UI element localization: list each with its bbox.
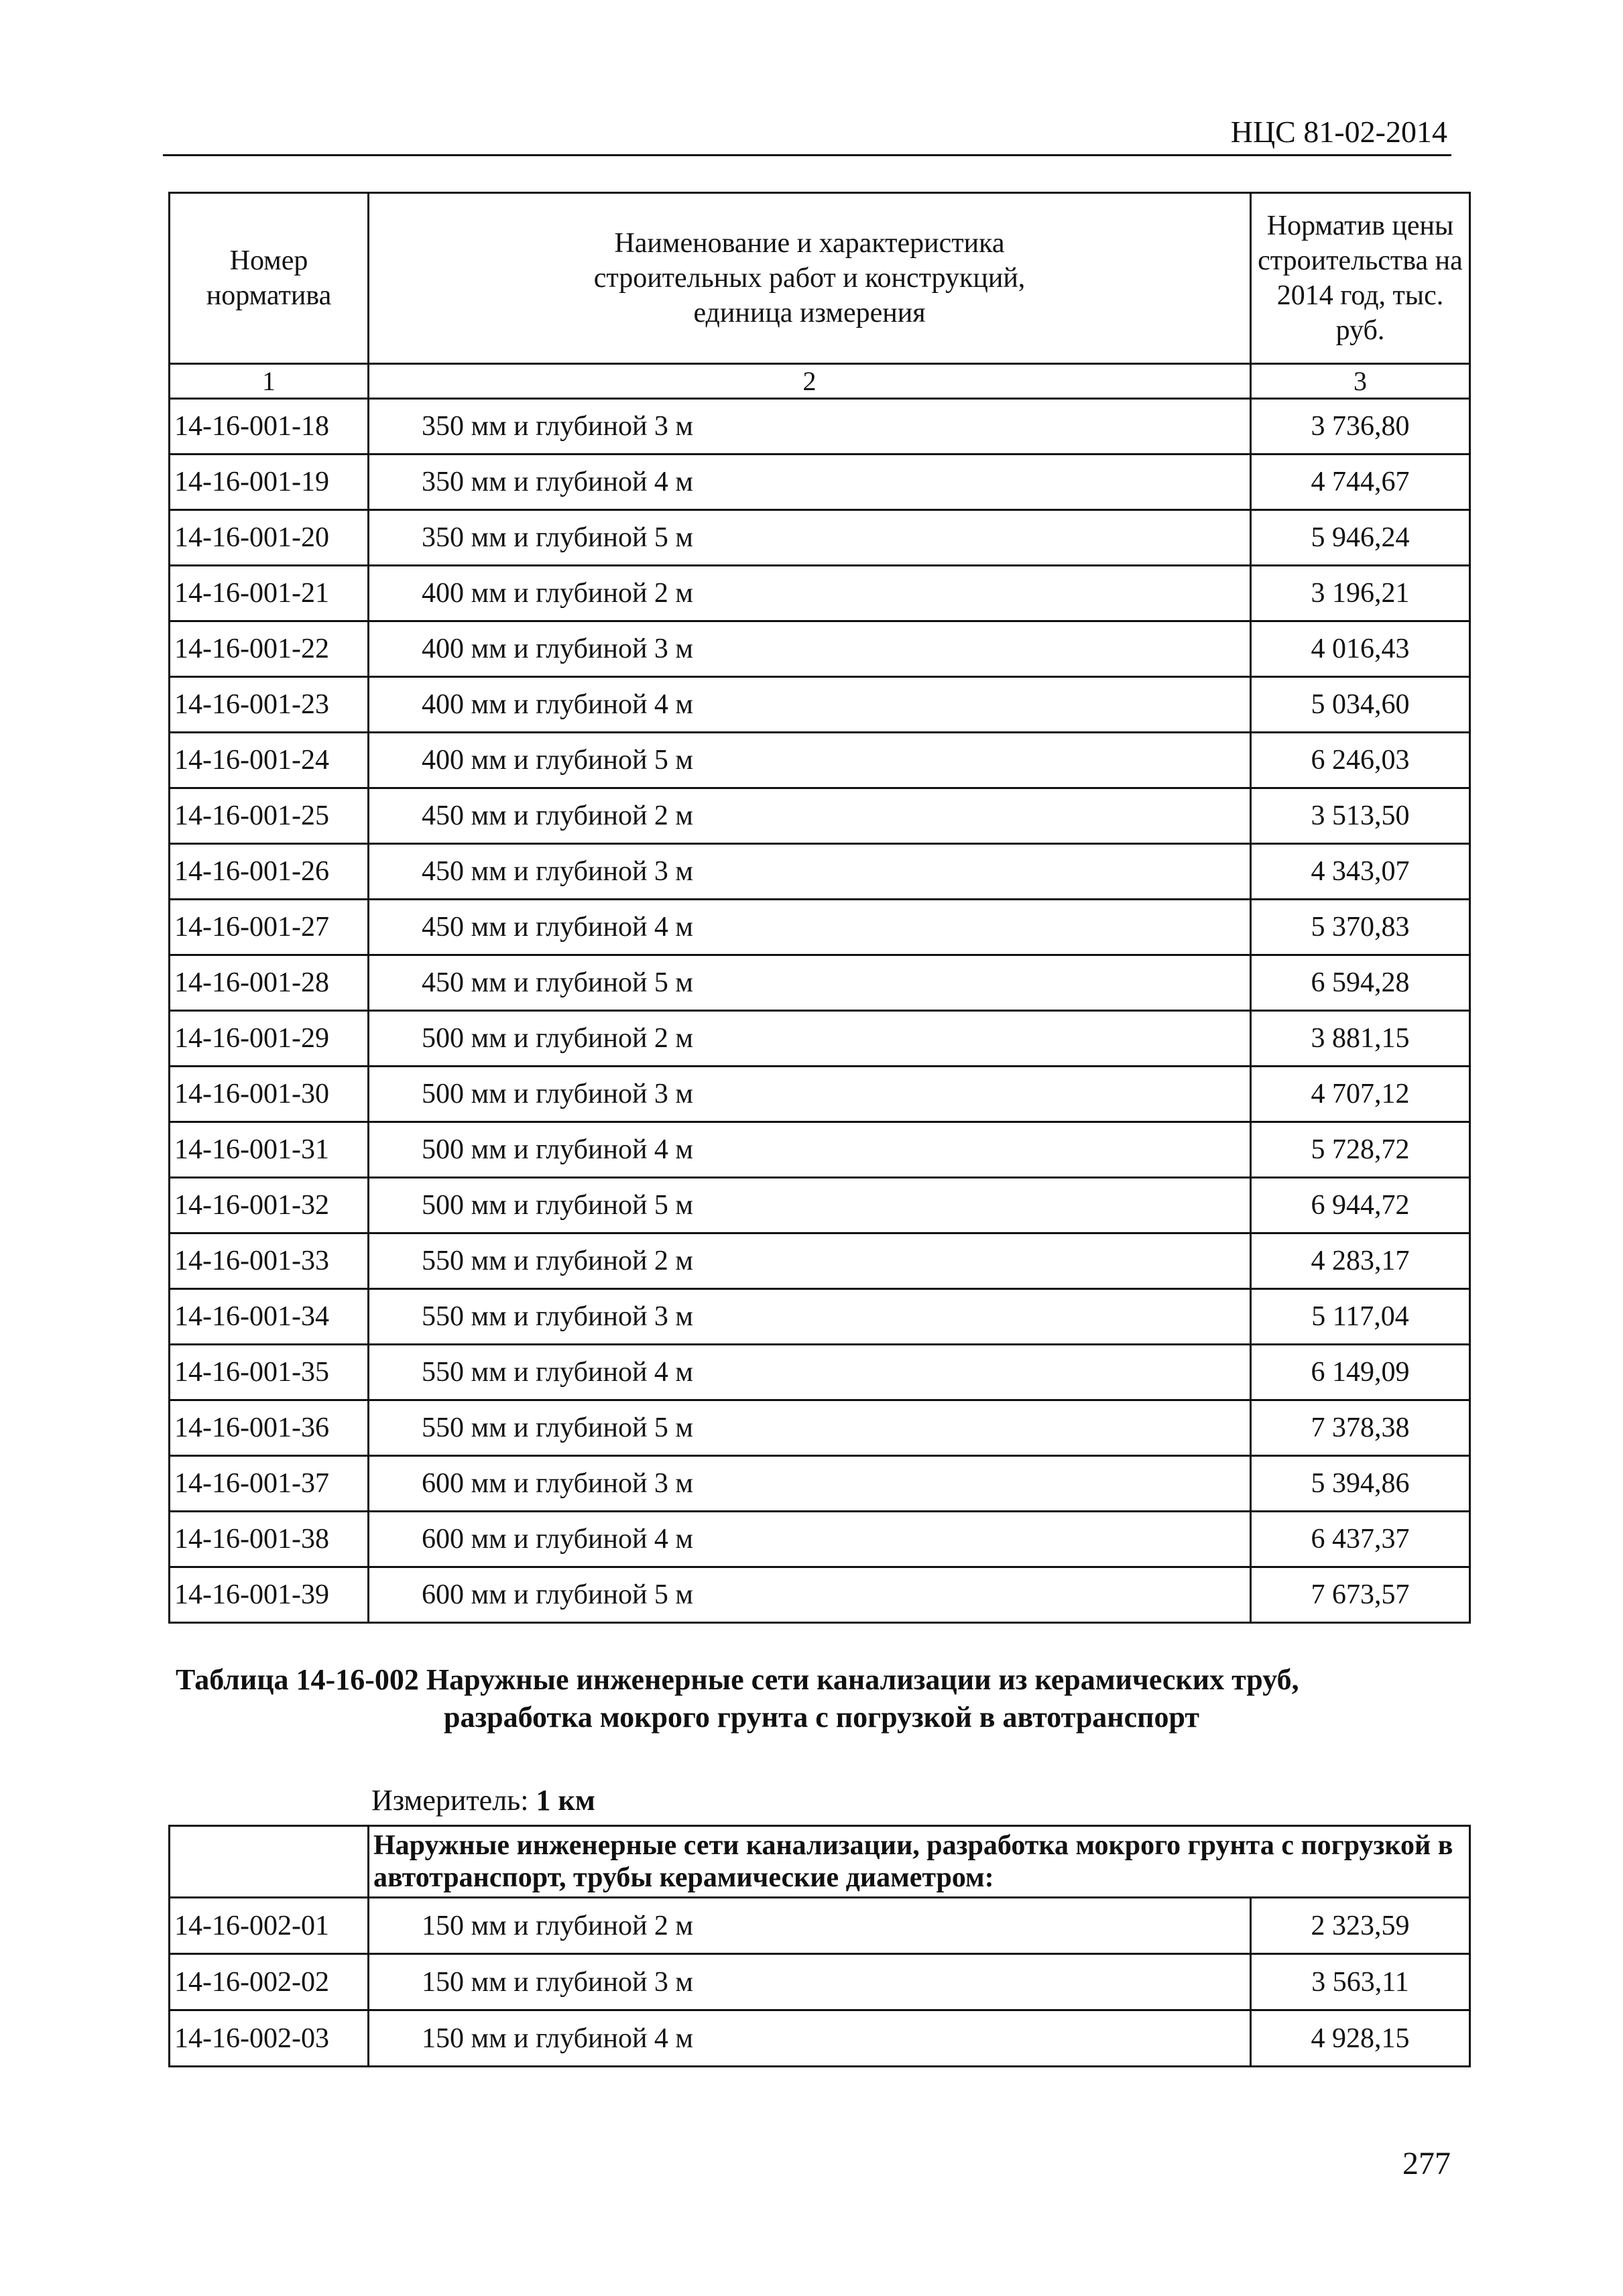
row-code: 14-16-001-20 <box>170 510 369 566</box>
table-row <box>170 788 1470 844</box>
row-name: 550 мм и глубиной 4 м <box>369 1345 1251 1400</box>
row-price: 4 744,67 <box>1251 455 1470 510</box>
row-name: 600 мм и глубиной 4 м <box>369 1512 1251 1567</box>
row-name: 500 мм и глубиной 2 м <box>369 1011 1251 1067</box>
row-code: 14-16-002-03 <box>170 2010 369 2067</box>
row-name: 500 мм и глубиной 5 м <box>369 1178 1251 1233</box>
row-name: 600 мм и глубиной 3 м <box>369 1456 1251 1512</box>
table-row <box>170 455 1470 510</box>
row-code: 14-16-001-39 <box>170 1567 369 1623</box>
row-price: 3 513,50 <box>1251 788 1470 844</box>
table-row <box>170 1011 1470 1067</box>
table-row <box>170 566 1470 621</box>
row-name: 450 мм и глубиной 2 м <box>369 788 1251 844</box>
row-name: 150 мм и глубиной 2 м <box>369 1898 1251 1954</box>
column-number-row <box>170 364 1470 399</box>
table-row <box>170 1345 1470 1400</box>
row-price: 5 394,86 <box>1251 1456 1470 1512</box>
row-code: 14-16-001-32 <box>170 1178 369 1233</box>
row-price: 3 196,21 <box>1251 566 1470 621</box>
row-name: 400 мм и глубиной 4 м <box>369 677 1251 733</box>
table-row <box>170 900 1470 955</box>
header-code: Номер норматива <box>170 193 369 364</box>
row-price: 2 323,59 <box>1251 1898 1470 1954</box>
table-row <box>170 2010 1470 2067</box>
group-header-empty <box>170 1826 369 1898</box>
row-code: 14-16-001-34 <box>170 1289 369 1345</box>
row-price: 3 881,15 <box>1251 1011 1470 1067</box>
row-price: 5 946,24 <box>1251 510 1470 566</box>
row-price: 5 117,04 <box>1251 1289 1470 1345</box>
row-price: 4 707,12 <box>1251 1067 1470 1122</box>
table-header-row <box>170 193 1470 364</box>
row-name: 450 мм и глубиной 4 м <box>369 900 1251 955</box>
measure-label: Измеритель: <box>371 1784 529 1817</box>
row-name: 350 мм и глубиной 3 м <box>369 399 1251 455</box>
row-name: 400 мм и глубиной 5 м <box>369 733 1251 788</box>
table-row <box>170 677 1470 733</box>
row-code: 14-16-002-01 <box>170 1898 369 1954</box>
row-price: 4 928,15 <box>1251 2010 1470 2067</box>
measure-value: 1 км <box>536 1784 595 1817</box>
row-code: 14-16-001-18 <box>170 399 369 455</box>
row-price: 5 728,72 <box>1251 1122 1470 1178</box>
row-price: 7 378,38 <box>1251 1400 1470 1456</box>
row-price: 4 283,17 <box>1251 1233 1470 1289</box>
row-name: 550 мм и глубиной 3 м <box>369 1289 1251 1345</box>
row-code: 14-16-001-19 <box>170 455 369 510</box>
row-code: 14-16-001-33 <box>170 1233 369 1289</box>
row-code: 14-16-001-30 <box>170 1067 369 1122</box>
table-row <box>170 621 1470 677</box>
row-name: 400 мм и глубиной 2 м <box>369 566 1251 621</box>
column-number: 2 <box>369 364 1251 399</box>
row-price: 6 149,09 <box>1251 1345 1470 1400</box>
row-name: 350 мм и глубиной 5 м <box>369 510 1251 566</box>
table-row <box>170 955 1470 1011</box>
row-name: 150 мм и глубиной 4 м <box>369 2010 1251 2067</box>
table-row <box>170 1456 1470 1512</box>
row-price: 5 034,60 <box>1251 677 1470 733</box>
row-code: 14-16-001-28 <box>170 955 369 1011</box>
table-row <box>170 1512 1470 1567</box>
table-caption-line1: Таблица 14-16-002 Наружные инженерные сети канализации из керамических труб, <box>176 1663 1299 1696</box>
row-code: 14-16-001-22 <box>170 621 369 677</box>
row-name: 450 мм и глубиной 3 м <box>369 844 1251 900</box>
row-price: 5 370,83 <box>1251 900 1470 955</box>
running-header <box>163 114 1451 156</box>
row-code: 14-16-001-29 <box>170 1011 369 1067</box>
row-name: 550 мм и глубиной 5 м <box>369 1400 1251 1456</box>
row-name: 400 мм и глубиной 3 м <box>369 621 1251 677</box>
table-caption-line2: разработка мокрого грунта с погрузкой в автотранспорт <box>444 1701 1200 1734</box>
row-code: 14-16-001-36 <box>170 1400 369 1456</box>
row-code: 14-16-001-24 <box>170 733 369 788</box>
row-price: 3 736,80 <box>1251 399 1470 455</box>
row-price: 4 016,43 <box>1251 621 1470 677</box>
row-code: 14-16-001-27 <box>170 900 369 955</box>
row-code: 14-16-001-37 <box>170 1456 369 1512</box>
table-row <box>170 1898 1470 1954</box>
price-table-14-16-001 <box>168 192 1471 1624</box>
table-row <box>170 399 1470 455</box>
table-row <box>170 1233 1470 1289</box>
price-table-14-16-002 <box>168 1825 1471 2067</box>
row-code: 14-16-001-38 <box>170 1512 369 1567</box>
table-row <box>170 1067 1470 1122</box>
table-row <box>170 1954 1470 2010</box>
table-row <box>170 733 1470 788</box>
row-code: 14-16-001-23 <box>170 677 369 733</box>
table-row <box>170 1122 1470 1178</box>
row-price: 4 343,07 <box>1251 844 1470 900</box>
group-header-row <box>170 1826 1470 1898</box>
page-number: 277 <box>1402 2146 1451 2181</box>
header-name: Наименование и характеристика строительных работ и конструкций, единица измерения <box>369 193 1251 364</box>
row-code: 14-16-001-26 <box>170 844 369 900</box>
table-row <box>170 1400 1470 1456</box>
row-name: 500 мм и глубиной 3 м <box>369 1067 1251 1122</box>
row-code: 14-16-001-35 <box>170 1345 369 1400</box>
row-code: 14-16-002-02 <box>170 1954 369 2010</box>
row-code: 14-16-001-25 <box>170 788 369 844</box>
row-name: 150 мм и глубиной 3 м <box>369 1954 1251 2010</box>
row-name: 500 мм и глубиной 4 м <box>369 1122 1251 1178</box>
row-name: 350 мм и глубиной 4 м <box>369 455 1251 510</box>
group-header: Наружные инженерные сети канализации, разработка мокрого грунта с погрузкой в автотранспорт, трубы керамические диаметром: <box>369 1826 1470 1898</box>
row-code: 14-16-001-21 <box>170 566 369 621</box>
measure-unit <box>371 1783 595 1817</box>
header-price: Норматив цены строительства на 2014 год, тыс. руб. <box>1251 193 1470 364</box>
row-price: 6 594,28 <box>1251 955 1470 1011</box>
row-name: 450 мм и глубиной 5 м <box>369 955 1251 1011</box>
row-price: 6 944,72 <box>1251 1178 1470 1233</box>
row-code: 14-16-001-31 <box>170 1122 369 1178</box>
row-name: 550 мм и глубиной 2 м <box>369 1233 1251 1289</box>
table-row <box>170 844 1470 900</box>
column-number: 1 <box>170 364 369 399</box>
document-code: НЦС 81-02-2014 <box>1230 115 1447 149</box>
row-price: 6 246,03 <box>1251 733 1470 788</box>
column-number: 3 <box>1251 364 1470 399</box>
row-price: 7 673,57 <box>1251 1567 1470 1623</box>
table-row <box>170 1289 1470 1345</box>
row-price: 6 437,37 <box>1251 1512 1470 1567</box>
table-row <box>170 1567 1470 1623</box>
row-name: 600 мм и глубиной 5 м <box>369 1567 1251 1623</box>
row-price: 3 563,11 <box>1251 1954 1470 2010</box>
table-row <box>170 510 1470 566</box>
table-row <box>170 1178 1470 1233</box>
